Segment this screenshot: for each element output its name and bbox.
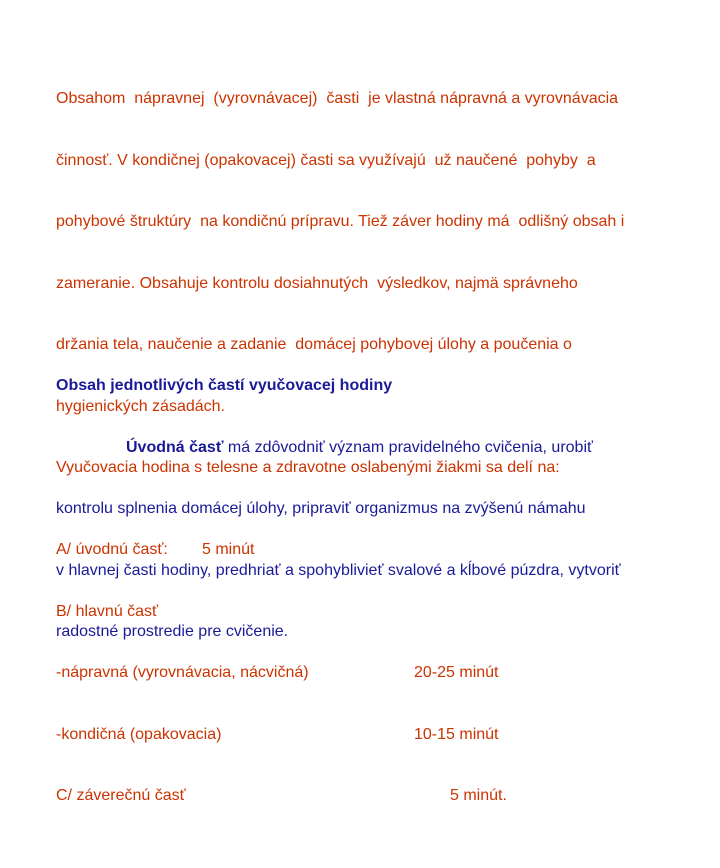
intro-line: pohybové štruktúry na kondičnú prípravu. Tiež záver hodiny má odlišný obsah i xyxy=(56,213,625,230)
schedule-b2-label: -kondičná (opakovacia) xyxy=(56,725,222,743)
schedule-row-c xyxy=(56,786,624,807)
schedule-b-label: B/ hlavnú časť xyxy=(56,602,159,620)
schedule-b1-label: -nápravná (vyrovnávacia, nácvičná) xyxy=(56,664,309,681)
schedule-b2-time: 10-15 minút xyxy=(414,725,499,743)
section2-line: radostné prostredie pre cvičenie. xyxy=(56,623,289,640)
section2-paragraph xyxy=(56,335,621,663)
intro-line: hygienických zásadách. xyxy=(56,397,225,415)
section2-line: kontrolu splnenia domácej úlohy, pripraviť organizmus na zvýšenú námahu xyxy=(56,500,586,517)
schedule-c-label: C/ záverečnú časť xyxy=(56,787,186,804)
schedule-c-time: 5 minút. xyxy=(450,787,507,804)
schedule-a-time: 5 minút xyxy=(202,541,255,558)
schedule-row-b2 xyxy=(56,725,624,746)
section2-line-1 xyxy=(56,438,621,459)
schedule-b1-time: 20-25 minút xyxy=(414,664,499,681)
section2-heading: Obsah jednotlivých častí vyučovacej hodiny xyxy=(56,377,393,394)
section2-bold-term: Úvodná časť xyxy=(126,438,224,456)
intro-line: činnosť. V kondičnej (opakovacej) časti sa využívajú už naučené pohyby a xyxy=(56,151,596,169)
section2-line: v hlavnej časti hodiny, predhriať a spohyblivieť svalové a kĺbové púzdra, vytvoriť xyxy=(56,561,621,579)
schedule-a-label: A/ úvodnú časť: xyxy=(56,541,168,558)
intro-line: Vyučovacia hodina s telesne a zdravotne oslabenými žiakmi sa delí na: xyxy=(56,459,560,476)
intro-line: Obsahom nápravnej (vyrovnávacej) časti je vlastná nápravná a vyrovnávacia xyxy=(56,90,619,107)
schedule-row-b1 xyxy=(56,663,624,684)
section2-line-1-rest: má zdôvodniť význam pravidelného cvičenia, urobiť xyxy=(223,438,594,456)
intro-line: držania tela, naučenie a zadanie domácej pohybovej úlohy a poučenia o xyxy=(56,336,572,353)
intro-line: zameranie. Obsahuje kontrolu dosiahnutých výsledkov, najmä správneho xyxy=(56,274,578,292)
